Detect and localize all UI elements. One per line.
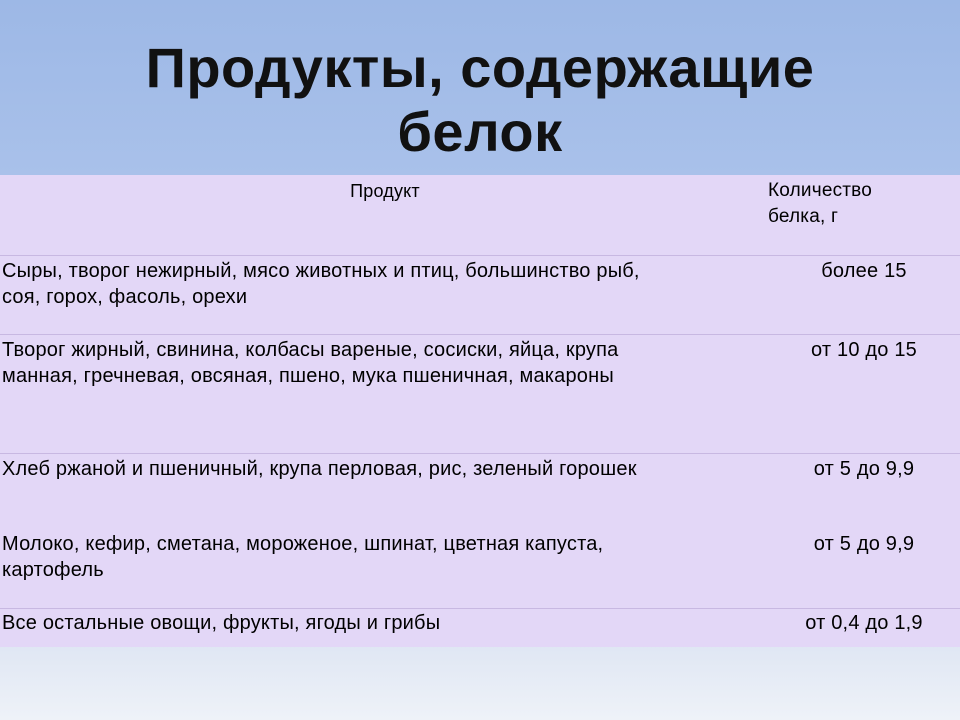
row-product-line-1: Творог жирный, свинина, колбасы вареные, сосиски, яйца, крупа <box>2 339 619 361</box>
header-amount-line-2: белка, г <box>768 206 839 227</box>
slide-title-line-2: белок <box>397 100 563 163</box>
row-product <box>2 337 757 389</box>
header-amount-line-1: Количество <box>768 180 873 201</box>
slide-title <box>0 36 960 164</box>
row-amount: от 5 до 9,9 <box>813 458 915 480</box>
row-product <box>2 258 757 310</box>
table-header-row <box>0 175 960 255</box>
row-amount: от 10 до 15 <box>811 339 917 361</box>
row-product-line-1: Сыры, творог нежирный, мясо животных и птиц, большинство рыб, <box>2 260 640 282</box>
row-amount: более 15 <box>821 260 907 282</box>
row-product-line-1: Хлеб ржаной и пшеничный, крупа перловая, рис, зеленый горошек <box>2 458 637 480</box>
slide-title-line-1: Продукты, содержащие <box>145 36 815 99</box>
row-product <box>2 456 757 482</box>
row-product-line-2: соя, горох, фасоль, орехи <box>2 286 248 308</box>
row-product-line-1: Молоко, кефир, сметана, мороженое, шпинат, цветная капуста, <box>2 533 604 555</box>
table-row <box>0 608 960 647</box>
table-row <box>0 255 960 334</box>
row-product-line-1: Все остальные овощи, фрукты, ягоды и грибы <box>2 612 441 634</box>
protein-table <box>0 175 960 647</box>
table-row <box>0 334 960 453</box>
table-row <box>0 531 960 609</box>
row-product-line-2: картофель <box>2 559 104 581</box>
row-product <box>2 610 757 636</box>
row-product-line-2: манная, гречневая, овсяная, пшено, мука пшеничная, макароны <box>2 365 614 387</box>
header-amount <box>768 178 960 230</box>
row-amount: от 0,4 до 1,9 <box>805 612 923 634</box>
header-product: Продукт <box>350 181 420 201</box>
table-row <box>0 453 960 531</box>
row-product <box>2 531 757 583</box>
row-amount: от 5 до 9,9 <box>813 533 915 555</box>
